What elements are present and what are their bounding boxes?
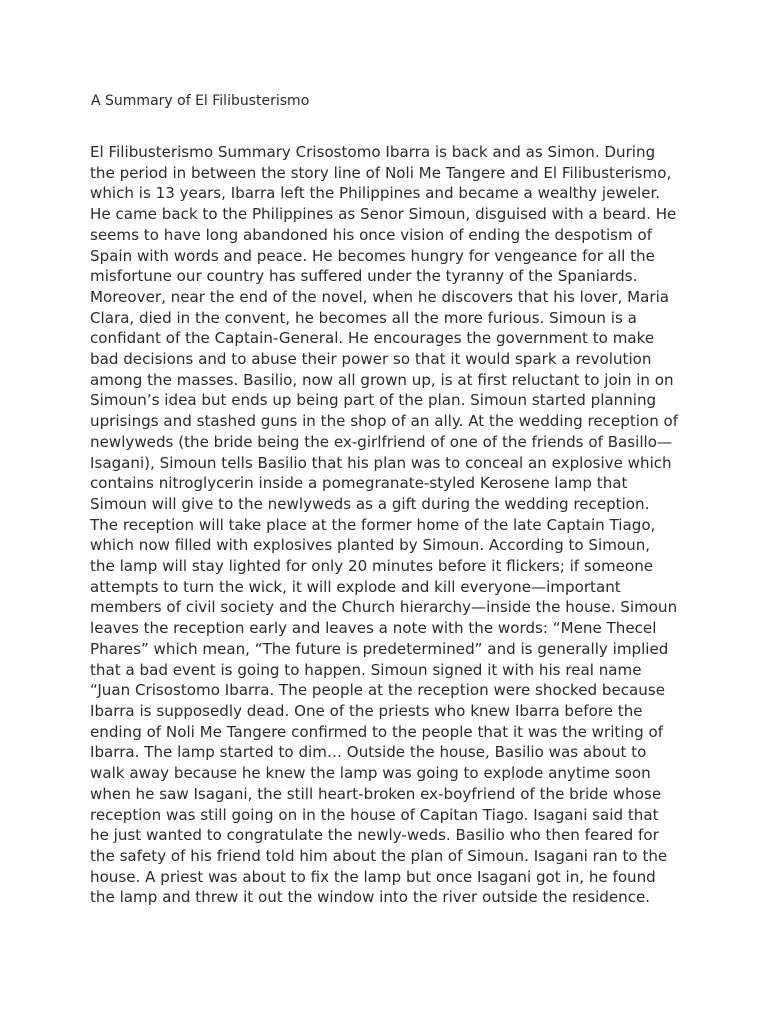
- body-line: Simoun’s idea but ends up being part of the plan. Simoun started planning: [90, 391, 657, 410]
- body-line: Simoun will give to the newlyweds as a gift during the wedding reception.: [90, 494, 650, 513]
- body-line: the safety of his friend told him about the plan of Simoun. Isagani ran to the: [90, 846, 668, 865]
- body-line: newlyweds (the bride being the ex-girlfriend of one of the friends of Basillo—: [90, 432, 673, 451]
- document-body: [90, 142, 678, 908]
- body-line: walk away because he knew the lamp was going to explode anytime soon: [90, 764, 651, 783]
- document-title: A Summary of El Filibusterismo: [91, 93, 310, 109]
- body-line: reception was still going on in the house of Capitan Tiago. Isagani said that: [90, 805, 659, 824]
- body-line: he just wanted to congratulate the newly-weds. Basilio who then feared for: [90, 826, 659, 845]
- body-line: which is 13 years, Ibarra left the Philippines and became a wealthy jeweler.: [90, 184, 661, 203]
- body-line: Ibarra is supposedly dead. One of the priests who knew Ibarra before the: [90, 701, 643, 720]
- body-line: The reception will take place at the former home of the late Captain Tiago,: [90, 515, 656, 534]
- body-line: He came back to the Philippines as Senor Simoun, disguised with a beard. He: [90, 205, 677, 224]
- body-line: the lamp and threw it out the window into the river outside the residence.: [90, 888, 651, 907]
- body-line: Moreover, near the end of the novel, when he discovers that his lover, Maria: [90, 287, 670, 306]
- body-line: leaves the reception early and leaves a note with the words: “Mene Thecel: [90, 619, 657, 638]
- body-line: Clara, died in the convent, he becomes all the more furious. Simoun is a: [90, 308, 637, 327]
- body-line: Isagani), Simoun tells Basilio that his plan was to conceal an explosive which: [90, 453, 672, 472]
- body-line: attempts to turn the wick, it will explode and kill everyone—important: [90, 577, 621, 596]
- body-line: bad decisions and to abuse their power so that it would spark a revolution: [90, 350, 652, 369]
- body-line: which now filled with explosives planted by Simoun. According to Simoun,: [90, 536, 651, 555]
- body-line: Phares” which mean, “The future is predetermined” and is generally implied: [90, 639, 669, 658]
- body-line: the lamp will stay lighted for only 20 minutes before it flickers; if someone: [90, 557, 654, 576]
- body-line: “Juan Crisostomo Ibarra. The people at the reception were shocked because: [90, 681, 665, 700]
- body-line: members of civil society and the Church hierarchy—inside the house. Simoun: [90, 598, 678, 617]
- body-line: uprisings and stashed guns in the shop of an ally. At the wedding reception of: [90, 412, 679, 431]
- body-line: Ibarra. The lamp started to dim… Outside the house, Basilio was about to: [90, 743, 647, 762]
- body-line: confidant of the Captain-General. He encourages the government to make: [90, 329, 655, 348]
- body-line: seems to have long abandoned his once vision of ending the despotism of: [90, 225, 653, 244]
- body-line: among the masses. Basilio, now all grown up, is at first reluctant to join in on: [90, 370, 674, 389]
- body-line: ending of Noli Me Tangere confirmed to the people that it was the writing of: [90, 722, 664, 741]
- body-line: misfortune our country has suffered under the tyranny of the Spaniards.: [90, 267, 638, 286]
- body-line: that a bad event is going to happen. Simoun signed it with his real name: [90, 660, 642, 679]
- body-line: Spain with words and peace. He becomes hungry for vengeance for all the: [90, 246, 655, 265]
- body-line: contains nitroglycerin inside a pomegranate-styled Kerosene lamp that: [90, 474, 628, 493]
- body-line: the period in between the story line of Noli Me Tangere and El Filibusterismo,: [90, 163, 672, 182]
- body-line: El Filibusterismo Summary Crisostomo Ibarra is back and as Simon. During: [90, 143, 656, 161]
- body-line: house. A priest was about to fix the lamp but once Isagani got in, he found: [90, 867, 656, 886]
- body-line: when he saw Isagani, the still heart-broken ex-boyfriend of the bride whose: [90, 784, 662, 803]
